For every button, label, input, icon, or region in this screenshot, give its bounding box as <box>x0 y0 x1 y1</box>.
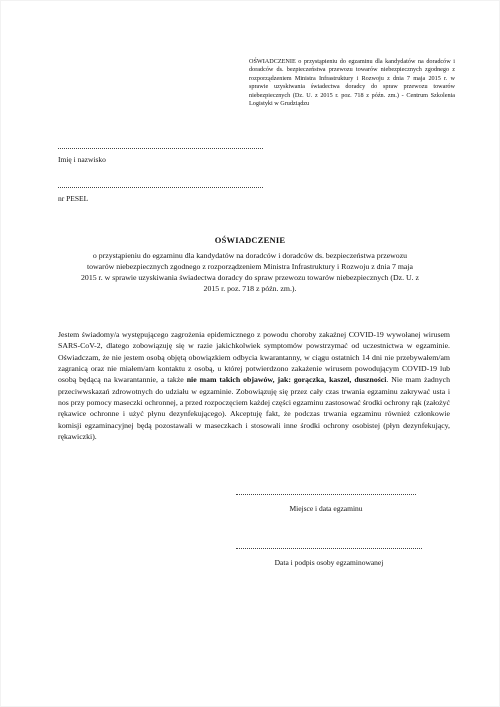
place-date-label: Miejsce i data egzaminu <box>289 504 363 513</box>
signature-label: Data i podpis osoby egzaminowanej <box>274 558 384 567</box>
name-label: Imię i nazwisko <box>58 155 106 164</box>
name-dotted-line <box>58 148 263 149</box>
declaration-part-2: . Nie mam żadnych przeciwwskazań zdrowotnych do udziału w egzaminie. Zobowiązuję się przez cały czas trwania egzaminu zakrywać usta i nos przy pomocy maseczki ochronnej, a przed rozpoczęciem każdej części egzaminu zastosować środki ochrony rąk (założyć rękawice ochronne i użyć płynu dezynfekującego). Akceptuję fakt, że podczas trwania egzaminu również członkowie komisji egzaminacyjnej będą pozostawali w maseczkach i stosowali inne środki ochrony osobistej (płyn dezynfekujący, rękawiczki). <box>58 375 450 442</box>
pesel-dotted-line <box>58 187 263 188</box>
pesel-label: nr PESEL <box>58 194 89 203</box>
declaration-text <box>58 329 450 442</box>
document-subtitle: o przystąpieniu do egzaminu dla kandydatów na doradców i doradców ds. bezpieczeństwa przewozu towarów niebezpiecznych zgodnego z rozporządzeniem Ministra Infrastruktury i Rozwoju z dnia 7 maja 2015 r. w sprawie uzyskiwania świadectwa doradcy do spraw przewozu towarów niebezpiecznych (Dz. U. z 2015 r. poz. 718 z późn. zm.). <box>81 251 419 293</box>
place-date-dotted-line <box>236 494 416 495</box>
place-date-signature <box>236 494 416 513</box>
declaration-part-1: Jestem świadomy/a występującego zagrożenia epidemicznego z powodu choroby zakaźnej COVID-19 wywołanej wirusem SARS-CoV-2, dlatego zobowiązuję się w razie jakichkolwiek symptomów powstrzymać od uczestnictwa w egzaminie. Oświadczam, że nie jestem osobą objętą obowiązkiem odbycia kwarantanny, w ciągu ostatnich 14 dni nie przebywałem/am zagranicą oraz nie miałem/am kontaktu z osobą, u której potwierdzono zakażenie wirusem powodującym COVID-19 lub osobą będącą na kwarantannie, a także <box>58 330 450 385</box>
document-title: OŚWIADCZENIE <box>214 235 286 245</box>
header-note: OŚWIADCZENIE o przystąpieniu do egzaminu dla kandydatów na doradców i doradców ds. bezpieczeństwa przewozu towarów niebezpiecznych zgodnego z rozporządzeniem Ministra Infrastruktury i Rozwoju z dnia 7 maja 2015 r. w sprawie uzyskiwania świadectwa doradcy do spraw przewozu towarów niebezpiecznych (Dz. U. z 2015 r. poz. 718 z późn. zm.) - Centrum Szkolenia Logistyki w Grudziądzu <box>249 58 455 108</box>
signature-dotted-line <box>236 548 422 549</box>
pesel-field <box>58 187 268 203</box>
name-field <box>58 148 268 164</box>
declaration-bold-symptoms: nie mam takich objawów, jak: gorączka, kaszel, duszności <box>186 375 387 385</box>
candidate-signature <box>236 548 422 567</box>
